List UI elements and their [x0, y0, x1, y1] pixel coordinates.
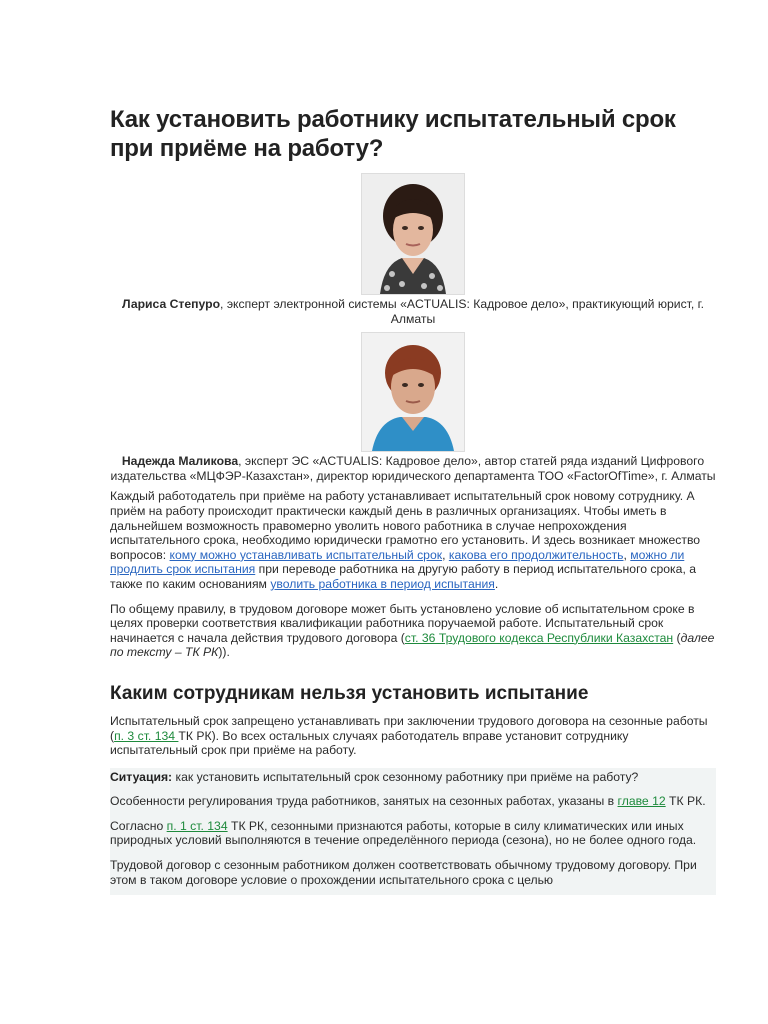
link-p1-article-134[interactable]: п. 1 ст. 134: [166, 818, 228, 833]
portrait-photo-icon: [361, 332, 465, 452]
section-paragraph-1: Испытательный срок запрещено устанавливать при заключении трудового договора на сезонные работы (п. 3 ст. 134 ТК РК). Во всех остальных случаях работодатель вправе установит сотруднику испытательный срок при приёме на работу.: [110, 713, 708, 758]
page-title: Как установить работнику испытательный срок при приёме на работу?: [110, 106, 676, 162]
intro-paragraph-1: Каждый работодатель при приёме на работу устанавливает испытательный срок новому сотруднику. А приём на работу происходит практически каждый день в различных организациях. Чтобы иметь в дальнейшем возможность правомерно уволить нового работника в случае непрохождения испытательного срока, необходимо юридически грамотно его установить. И здесь возникает множество вопросов: кому можно устанавливать испытательный срок, какова его продолжительность, можно ли продлить срок испытания при переводе работника на другую работу в период испытательного срока, а также по каким основаниям уволить работника в период испытания.: [110, 489, 701, 591]
situation-paragraph-1: Особенности регулирования труда работников, занятых на сезонных работах, указаны в главе 12 ТК РК.: [110, 794, 706, 809]
author-name: Лариса Степуро: [121, 297, 221, 311]
section-heading: Каким сотрудникам нельзя установить испытание: [110, 682, 589, 704]
portrait-photo-icon: [361, 173, 465, 295]
link-p3-article-134[interactable]: п. 3 ст. 134: [114, 728, 179, 743]
link-dismiss-during-probation[interactable]: уволить работника в период испытания: [270, 576, 495, 591]
author-name: Надежда Маликова: [121, 454, 239, 469]
author-caption-1: [110, 297, 716, 326]
situation-box: [110, 768, 716, 896]
article: [110, 105, 716, 895]
situation-paragraph-3: Трудовой договор с сезонным работником должен соответствовать обычному трудовому договору. При этом в таком договоре условие о прохождении испытательного срока с целью: [110, 858, 697, 887]
author-caption-2: [110, 454, 716, 483]
link-who-can-set-probation[interactable]: кому можно устанавливать испытательный срок: [169, 547, 443, 562]
link-chapter-12[interactable]: главе 12: [617, 794, 666, 809]
author-description: , эксперт ЭС «ACTUALIS: Кадровое дело», автор статей ряда изданий Цифрового издательства «МЦФЭР-Казахстан», директор юридического департамента ТОО «FactorOfTime», г. Алматы: [110, 454, 716, 483]
situation-paragraph-2: Согласно п. 1 ст. 134 ТК РК, сезонными признаются работы, которые в силу климатических или иных природных условий выполняются в течение определённого периода (сезона), но не более одного года.: [110, 818, 697, 848]
link-extend-probation[interactable]: можно ли продлить срок испытания: [110, 547, 685, 577]
situation-question: Ситуация: как установить испытательный срок сезонному работнику при приёме на работу?: [110, 769, 639, 784]
author-description: , эксперт электронной системы «ACTUALIS: Кадровое дело», практикующий юрист, г. Алматы: [220, 297, 705, 326]
link-probation-duration[interactable]: какова его продолжительность: [448, 547, 624, 562]
intro-paragraph-2: По общему правилу, в трудовом договоре может быть установлено условие об испытательном сроке в целях проверки соответствия квалификации работника поручаемой работе. Испытательный срок начинается с начала действия трудового договора (ст. 36 Трудового кодекса Республики Казахстан (далее по тексту – ТК РК)).: [110, 601, 715, 660]
link-article-36-labor-code[interactable]: ст. 36 Трудового кодекса Республики Казахстан: [404, 630, 674, 645]
